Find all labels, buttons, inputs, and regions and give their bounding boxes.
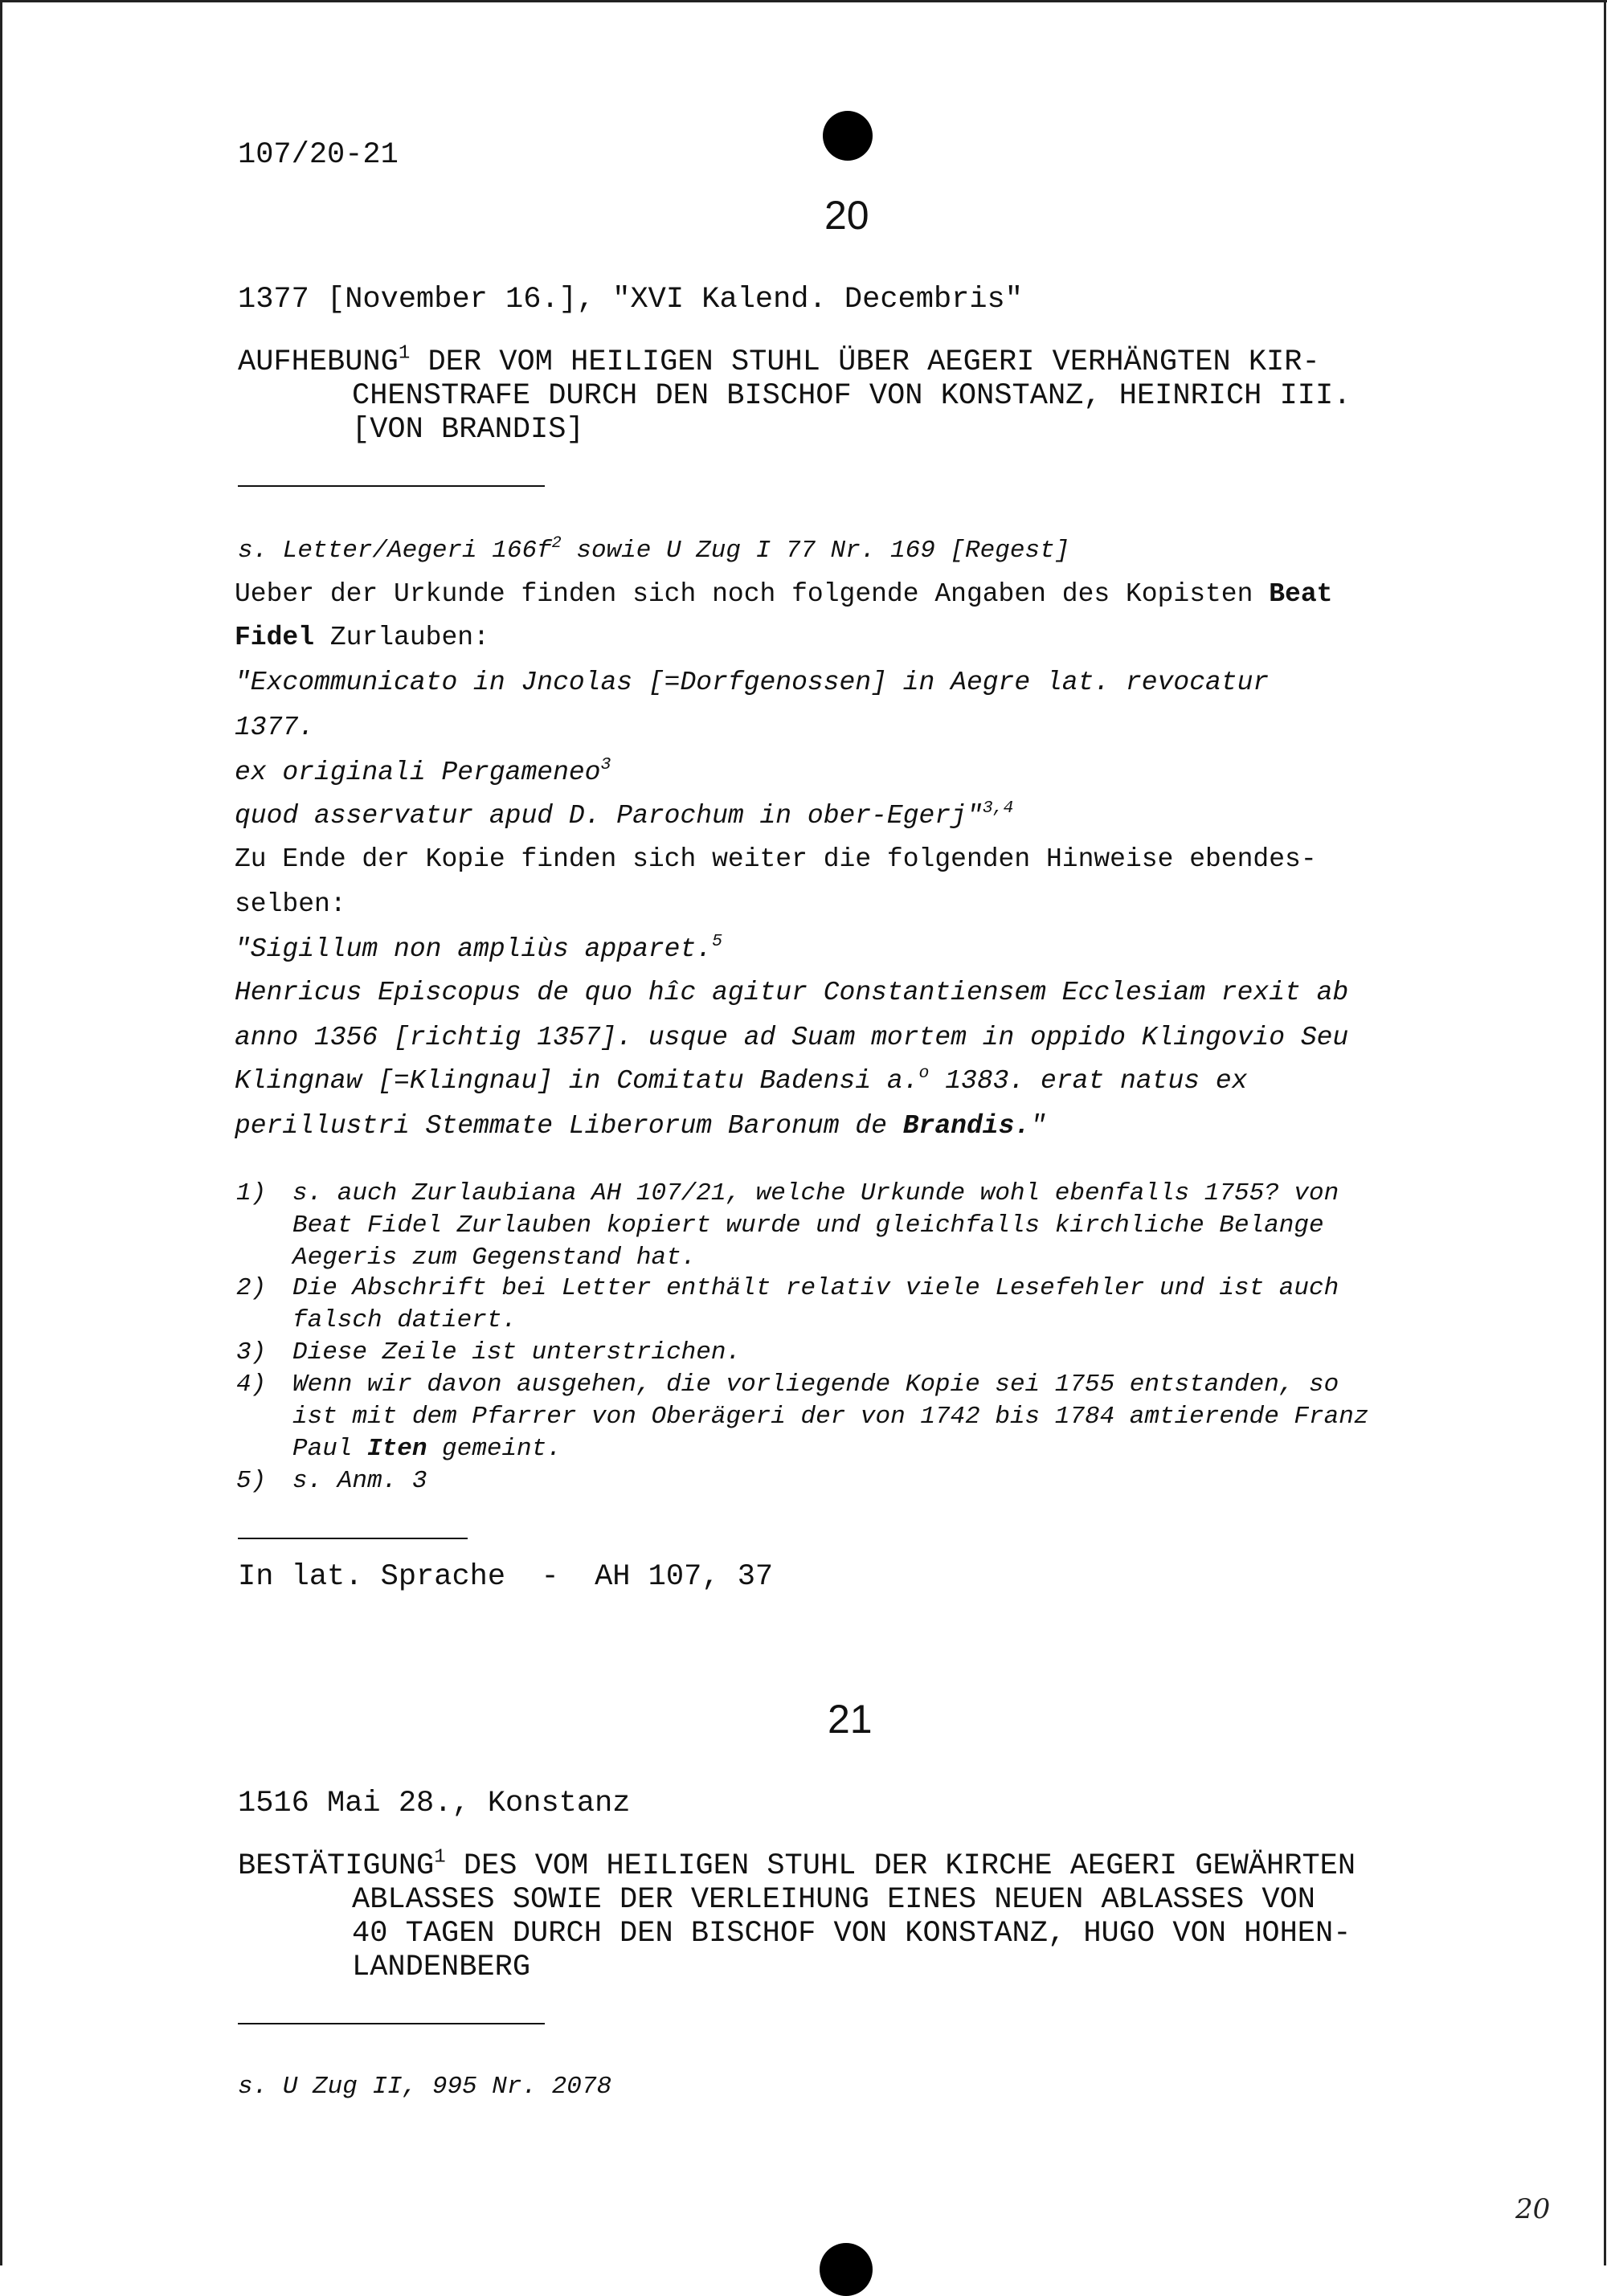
footnote-text: s. Anm. 3 xyxy=(292,1467,427,1495)
footnote-number: 1) xyxy=(236,1179,267,1207)
doc20-body-line: quod asservatur apud D. Parochum in ober-Egerj"$^{3,4}$ xyxy=(235,799,1014,831)
doc20-body-line: perillustri Stemmate Liberorum Baronum de Brandis." xyxy=(235,1111,1046,1141)
doc20-body-line: Klingnaw [=Klingnau] in Comitatu Badensi a.$^o$ 1383. erat natus ex xyxy=(235,1064,1248,1096)
doc21-title-line1 xyxy=(238,1846,1356,1883)
doc20-title-rest: DER VOM HEILIGEN STUHL ÜBER AEGERI VERHÄNGTEN KIR- xyxy=(410,345,1320,379)
doc20-body-line: ex originali Pergameneo$^3$ xyxy=(235,755,611,787)
document-number-20: 20 xyxy=(824,193,869,238)
footnote-text: Diese Zeile ist unterstrichen. xyxy=(292,1338,742,1367)
doc20-footnote-divider xyxy=(238,1538,468,1539)
doc20-language-note: In lat. Sprache - AH 107, 37 xyxy=(238,1560,774,1594)
footnote-number: 5) xyxy=(236,1467,267,1495)
footnote-text: Beat Fidel Zurlauben kopiert wurde und gleichfalls kirchliche Belange xyxy=(292,1211,1324,1240)
doc21-title-footnote-ref: 1 xyxy=(434,1846,446,1869)
doc21-title-line3: 40 TAGEN DURCH DEN BISCHOF VON KONSTANZ, HUGO VON HOHEN- xyxy=(352,1917,1351,1951)
doc20-body-line: 1377. xyxy=(235,713,315,742)
footnote-text: Aegeris zum Gegenstand hat. xyxy=(292,1244,697,1272)
document-number-21: 21 xyxy=(828,1697,873,1742)
archive-reference: 107/20-21 xyxy=(238,138,399,172)
doc20-body-line: anno 1356 [richtig 1357]. usque ad Suam mortem in oppido Klingovio Seu xyxy=(235,1023,1349,1052)
footnote-text: Die Abschrift bei Letter enthält relativ viele Lesefehler und ist auch xyxy=(292,1274,1339,1302)
footnote-text: s. auch Zurlaubiana AH 107/21, welche Urkunde wohl ebenfalls 1755? von xyxy=(292,1179,1339,1207)
footnote-text: Wenn wir davon ausgehen, die vorliegende Kopie sei 1755 entstanden, so xyxy=(292,1371,1339,1399)
doc20-body-line: Zu Ende der Kopie finden sich weiter die folgenden Hinweise ebendes- xyxy=(235,844,1317,874)
doc20-date: 1377 [November 16.], "XVI Kalend. Decembris" xyxy=(238,283,1023,317)
scan-border-left xyxy=(0,0,2,2265)
doc20-body-line: Fidel Zurlauben: xyxy=(235,623,489,652)
doc20-source: s. Letter/Aegeri $166f^2$ sowie U Zug I 77 Nr. 169 [Regest] xyxy=(238,533,1070,565)
footnote-text: Paul Iten gemeint. xyxy=(292,1435,562,1463)
footnote-text: falsch datiert. xyxy=(292,1306,517,1334)
doc20-title-line3: [VON BRANDIS] xyxy=(352,413,584,447)
doc21-title-word: BESTÄTIGUNG xyxy=(238,1849,435,1883)
doc21-divider xyxy=(238,2023,545,2024)
doc20-title-footnote-ref: 1 xyxy=(398,342,411,365)
doc21-source: s. U Zug II, 995 Nr. 2078 xyxy=(238,2073,612,2101)
punch-hole-bottom xyxy=(820,2243,873,2296)
doc21-title-line2: ABLASSES SOWIE DER VERLEIHUNG EINES NEUEN ABLASSES VON xyxy=(352,1883,1315,1917)
footnote-number: 3) xyxy=(236,1338,267,1367)
doc20-body-line: "Sigillum non ampliùs apparet.$^5$ xyxy=(235,932,722,964)
doc21-date: 1516 Mai 28., Konstanz xyxy=(238,1787,631,1820)
doc20-title-word: AUFHEBUNG xyxy=(238,345,399,379)
doc20-title-line1 xyxy=(238,342,1320,379)
footnote-text: ist mit dem Pfarrer von Oberägeri der von 1742 bis 1784 amtierende Franz xyxy=(292,1403,1369,1431)
doc20-divider xyxy=(238,485,545,487)
punch-hole-top xyxy=(823,111,873,161)
doc20-body-line: Henricus Episcopus de quo hîc agitur Constantiensem Ecclesiam rexit ab xyxy=(235,978,1349,1007)
doc20-title-line2: CHENSTRAFE DURCH DEN BISCHOF VON KONSTANZ, HEINRICH III. xyxy=(352,379,1351,413)
handwritten-page-number: 20 xyxy=(1515,2193,1551,2225)
doc20-body-line: selben: xyxy=(235,889,346,919)
scan-border-top xyxy=(0,0,1607,2)
doc21-title-line4: LANDENBERG xyxy=(352,1951,531,1984)
scan-border-right xyxy=(1604,0,1606,2265)
footnote-number: 4) xyxy=(236,1371,267,1399)
doc21-title-rest: DES VOM HEILIGEN STUHL DER KIRCHE AEGERI GEWÄHRTEN xyxy=(445,1849,1356,1883)
footnote-number: 2) xyxy=(236,1274,267,1302)
doc20-body-line: "Excommunicato in Jncolas [=Dorfgenossen] in Aegre lat. revocatur xyxy=(235,668,1270,697)
doc20-body-line: Ueber der Urkunde finden sich noch folgende Angaben des Kopisten Beat xyxy=(235,579,1333,609)
